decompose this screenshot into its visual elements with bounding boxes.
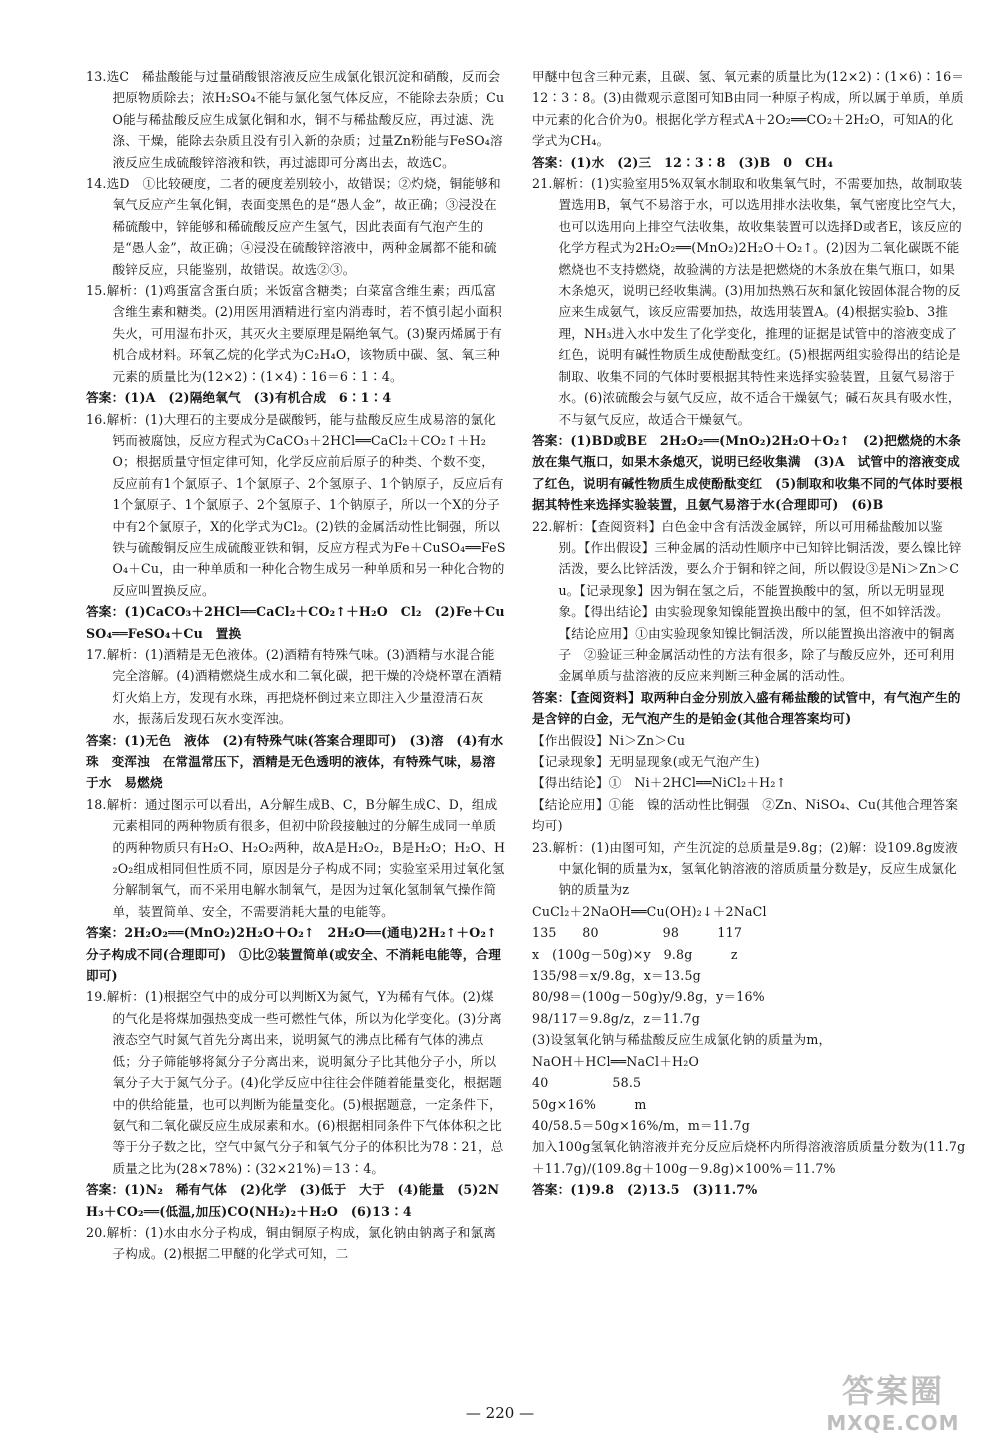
q23-equation-2: NaOH＋HCl══NaCl＋H₂O bbox=[532, 1053, 699, 1069]
q21-answer: 答案：(1)BD或BE 2H₂O₂══(MnO₂)2H₂O＋O₂↑ (2)把燃烧的木条放在集气瓶口，如果木条熄灭，说明已经收集满 (3)A 试管中的溶液变成了红色，说明有碱性物质生成使酚酞变红 (5)制取和收集不同的气体时要根据其特性来选择实验装置，且氨气易溶于水(合理即可) (6)B bbox=[532, 432, 963, 513]
q22-answer-application: 【结论应用】①能 镍的活动性比铜强 ②Zn、NiSO₄、Cu(其他合理答案均可) bbox=[532, 796, 959, 834]
right-column bbox=[532, 66, 966, 1201]
q22-answer: 答案：【查阅资料】取两种白金分别放入盛有稀盐酸的试管中，有气泡产生的是含锌的白金，无气泡产生的是铂金(其他合理答案均可) bbox=[532, 689, 961, 727]
q23: 23.解析：(1)由图可知，产生沉淀的总质量是9.8g；(2)解：设109.8g废液中氯化铜的质量为x，氢氧化钠溶液的溶质质量分数是y，反应生成氯化钠的质量为z bbox=[532, 839, 958, 898]
q23-answer: 答案：(1)9.8 (2)13.5 (3)11.7% bbox=[532, 1182, 758, 1198]
watermark-text: 答案圈 bbox=[841, 1372, 944, 1410]
q22-answer-conclusion: 【得出结论】① Ni＋2HCl══NiCl₂＋H₂↑ bbox=[532, 775, 787, 791]
q18: 18.解析：通过图示可以看出，A分解生成B、C，B分解生成C、D，组成元素相同的两种物质有很多，但初中阶段接触过的分解生成同一单质的两种物质只有H₂O、H₂O₂两种，故A是H₂O₂，B是H₂O；H₂O、H₂O₂组成相同但性质不同，原因是分子构成不同；实验室采用过氧化氢分解制氧气，而不采用电解水制氧气，是因为过氧化氢制氧气操作简单，装置简单、安全，不需要消耗大量的电能等。 bbox=[86, 796, 506, 919]
watermark-logo bbox=[798, 1371, 988, 1441]
q18-answer: 答案：2H₂O₂══(MnO₂)2H₂O＋O₂↑ 2H₂O══(通电)2H₂↑＋O₂↑ 分子构成不同(合理即可) ①比②装置简单(或安全、不消耗电能等，合理即可) bbox=[86, 925, 510, 984]
q20: 20.解析：(1)水由水分子构成，铜由铜原子构成，氯化钠由钠离子和氯离子构成。(2)根据二甲醚的化学式可知，二 bbox=[86, 1224, 497, 1262]
q16: 16.解析：(1)大理石的主要成分是碳酸钙，能与盐酸反应生成易溶的氯化钙而被腐蚀，反应方程式为CaCO₃＋2HCl══CaCl₂＋CO₂↑＋H₂O；根据质量守恒定律可知，化学反应前后原子的种类、个数不变，反应前有1个氯原子、1个氯原子、2个氢原子、1个钠原子，反应后有1个氯原子、1个氯原子、2个氢原子、1个钠原子，所以一个X的分子中有2个氯原子，X的化学式为Cl₂。(2)铁的金属活动性比铜强，所以铁与硫酸铜反应生成硫酸亚铁和铜，反应方程式为Fe＋CuSO₄══FeSO₄＋Cu，由一种单质和一种化合物生成另一种单质和另一种化合物的反应叫置换反应。 bbox=[86, 411, 506, 598]
q23-equation: CuCl₂＋2NaOH══Cu(OH)₂↓＋2NaCl bbox=[532, 903, 767, 919]
q19-answer: 答案：(1)N₂ 稀有气体 (2)化学 (3)低于 大于 (4)能量 (5)2NH₃＋CO₂══(低温,加压)CO(NH₂)₂＋H₂O (6)13∶4 bbox=[86, 1182, 500, 1219]
q23-final: 加入100g氢氧化钠溶液并充分反应后烧杯内所得溶液溶质质量分数为(11.7g＋11.7g)/(109.8g＋100g－9.8g)×100%＝11.7% bbox=[532, 1139, 966, 1176]
q23-unknowns: x (100g－50g)×y 9.8g z bbox=[532, 946, 738, 962]
q22: 22.解析：【查阅资料】白色金中含有活泼金属锌，所以可用稀盐酸加以鉴别。【作出假设】三种金属的活动性顺序中已知锌比铜活泼，要么镍比锌活泼，要么比锌活泼，要么介于铜和锌之间，所以假设③是Ni＞Zn＞Cu。【记录现象】因为铜在氢之后，不能置换酸中的氢，所以无明显现象。【得出结论】由实验现象知镍能置换出酸中的氢，但不如锌活泼。【结论应用】①由实验现象知镍比铜活泼，所以能置换出溶液中的铜离子 ②验证三种金属活动性的方法有很多，除了与酸反应外，还可利用金属单质与盐溶液的反应来判断三种金属的活动性。 bbox=[532, 518, 962, 684]
q21: 21.解析：(1)实验室用5%双氧水制取和收集氧气时，不需要加热，故制取装置选用B，氧气不易溶于水，可以选用排水法收集，氧气密度比空气大，也可以选用向上排空气法收集，故收集装置可以选择D或者E，该反应的化学方程式为2H₂O₂══(MnO₂)2H₂O＋O₂↑。(2)因为二氧化碳既不能燃烧也不支持燃烧，故验满的方法是把燃烧的木条放在集气瓶口，如果木条熄灭，说明已经收集满。(3)用加热熟石灰和氯化铵固体混合物的反应来生成氨气，该反应需要加热，故选用装置A。(4)根据实验b、3推理，NH₃进入水中发生了化学变化，推理的证据是试管中的溶液变成了红色，说明有碱性物质生成使酚酞变红。(5)根据两组实验得出的结论是制取、收集不同的气体时要根据其特性来选择实验装置，且氨气易溶于水。(6)浓硫酸会与氨气反应，故不适合干燥氨气；碱石灰具有吸水性，不与氨气反应，故适合干燥氨气。 bbox=[532, 176, 965, 427]
q15-answer: 答案：(1)A (2)隔绝氧气 (3)有机合成 6∶1∶4 bbox=[86, 390, 392, 406]
q19: 19.解析：(1)根据空气中的成分可以判断X为氮气，Y为稀有气体。(2)煤的气化是将煤加强热变成一些可燃性气体，所以为化学变化。(3)分离液态空气时氮气首先分离出来，说明氮气的沸点比稀有气体的沸点低；分子筛能够将氮分子分离出来，说明氮分子比其他分子小，所以氧分子大于氮气分子。(4)化学反应中往往会伴随着能量变化，根据题中的供给能量，也可以判断为能量变化。(5)根据题意，一定条件下，氨气和二氧化碳反应生成尿素和水。(6)根据相同条件下气体体积之比等于分子数之比，空气中氮气分子和氧气分子的体积比为78∶21，总质量之比为(28×78%)∶(32×21%)＝13∶4。 bbox=[86, 989, 504, 1176]
q17-answer: 答案：(1)无色 液体 (2)有特殊气味(答案合理即可) (3)溶 (4)有水珠 变浑浊 在常温常压下，酒精是无色透明的液体，有特殊气味，易溶于水 易燃烧 bbox=[86, 732, 504, 791]
q23-calc-m: 40/58.5＝50g×16%/m，m＝11.7g bbox=[532, 1117, 750, 1133]
q23-calc-z: 98/117＝9.8g/z，z＝11.7g bbox=[532, 1010, 700, 1026]
page-number: — 220 — bbox=[465, 1404, 535, 1422]
q20-answer: 答案：(1)水 (2)三 12∶3∶8 (3)B 0 CH₄ bbox=[532, 154, 834, 170]
q14: 14.选D ①比较硬度，二者的硬度差别较小，故错误；②灼烧，铜能够和氧气反应产生氧化铜，表面变黑色的是“愚人金”，故正确；③浸没在稀硫酸中，锌能够和稀硫酸反应产生氢气，因此表面有气泡产生的是“愚人金”，故正确；④浸没在硫酸锌溶液中，两种金属都不能和硫酸锌反应，只能鉴别，故错误。故选②③。 bbox=[86, 176, 501, 277]
q23-calc-y: 80/98＝(100g－50g)y/9.8g，y＝16% bbox=[532, 989, 765, 1005]
left-column bbox=[86, 66, 510, 1265]
q23-part3: (3)设氢氧化钠与稀盐酸反应生成氯化钠的质量为m， bbox=[532, 1032, 832, 1048]
q13: 13.选C 稀盐酸能与过量硝酸银溶液反应生成氯化银沉淀和硝酸，反而会把原物质除去；浓H₂SO₄不能与氯化氢气体反应，不能除去杂质；CuO能与稀盐酸反应生成氯化铜和水，铜不与稀盐酸反应，再过滤、洗涤、干燥，能除去杂质且没有引入新的杂质；过量Zn粉能与FeSO₄溶液反应生成硫酸锌溶液和铁，再过滤即可分离出去，故选C。 bbox=[86, 69, 505, 170]
q20-cont: 甲醚中包含三种元素，且碳、氢、氧元素的质量比为(12×2)∶(1×6)∶16＝12∶3∶8。(3)由微观示意图可知B由同一种原子构成，所以属于单质，单质中元素的化合价为0。根据化学方程式A＋2O₂══CO₂＋2H₂O，可知A的化学式为CH₄。 bbox=[532, 69, 965, 149]
q15: 15.解析：(1)鸡蛋富含蛋白质；米饭富含糖类；白菜富含维生素；西瓜富含维生素和糖类。(2)用医用酒精进行室内消毒时，若不慎引起小面积失火，可用湿布扑灭，其灭火主要原理是隔绝氧气。(3)聚丙烯属于有机合成材料。环氧乙烷的化学式为C₂H₄O，该物质中碳、氢、氧三种元素的质量比为(12×2)∶(1×4)∶16＝6∶1∶4。 bbox=[86, 283, 502, 384]
q23-masses: 135 80 98 117 bbox=[532, 925, 743, 941]
q23-masses-2: 40 58.5 bbox=[532, 1075, 642, 1091]
watermark-url: MXQE.COM bbox=[826, 1411, 960, 1435]
q23-calc-x: 135/98＝x/9.8g，x＝13.5g bbox=[532, 968, 701, 984]
q16-answer: 答案：(1)CaCO₃＋2HCl══CaCl₂＋CO₂↑＋H₂O Cl₂ (2)Fe＋CuSO₄══FeSO₄＋Cu 置换 bbox=[86, 604, 505, 641]
q23-unknowns-2: 50g×16% m bbox=[532, 1096, 647, 1112]
q22-answer-phenomenon: 【记录现象】无明显现象(或无气泡产生) bbox=[532, 754, 760, 769]
q17: 17.解析：(1)酒精是无色液体。(2)酒精有特殊气味。(3)酒精与水混合能完全溶解。(4)酒精燃烧生成水和二氧化碳，把干燥的冷烧杯罩在酒精灯火焰上方，发现有水珠，再把烧杯倒过来立即注入少量澄清石灰水，振荡后发现石灰水变浑浊。 bbox=[86, 646, 502, 727]
q22-answer-hypothesis: 【作出假设】Ni＞Zn＞Cu bbox=[532, 732, 686, 748]
